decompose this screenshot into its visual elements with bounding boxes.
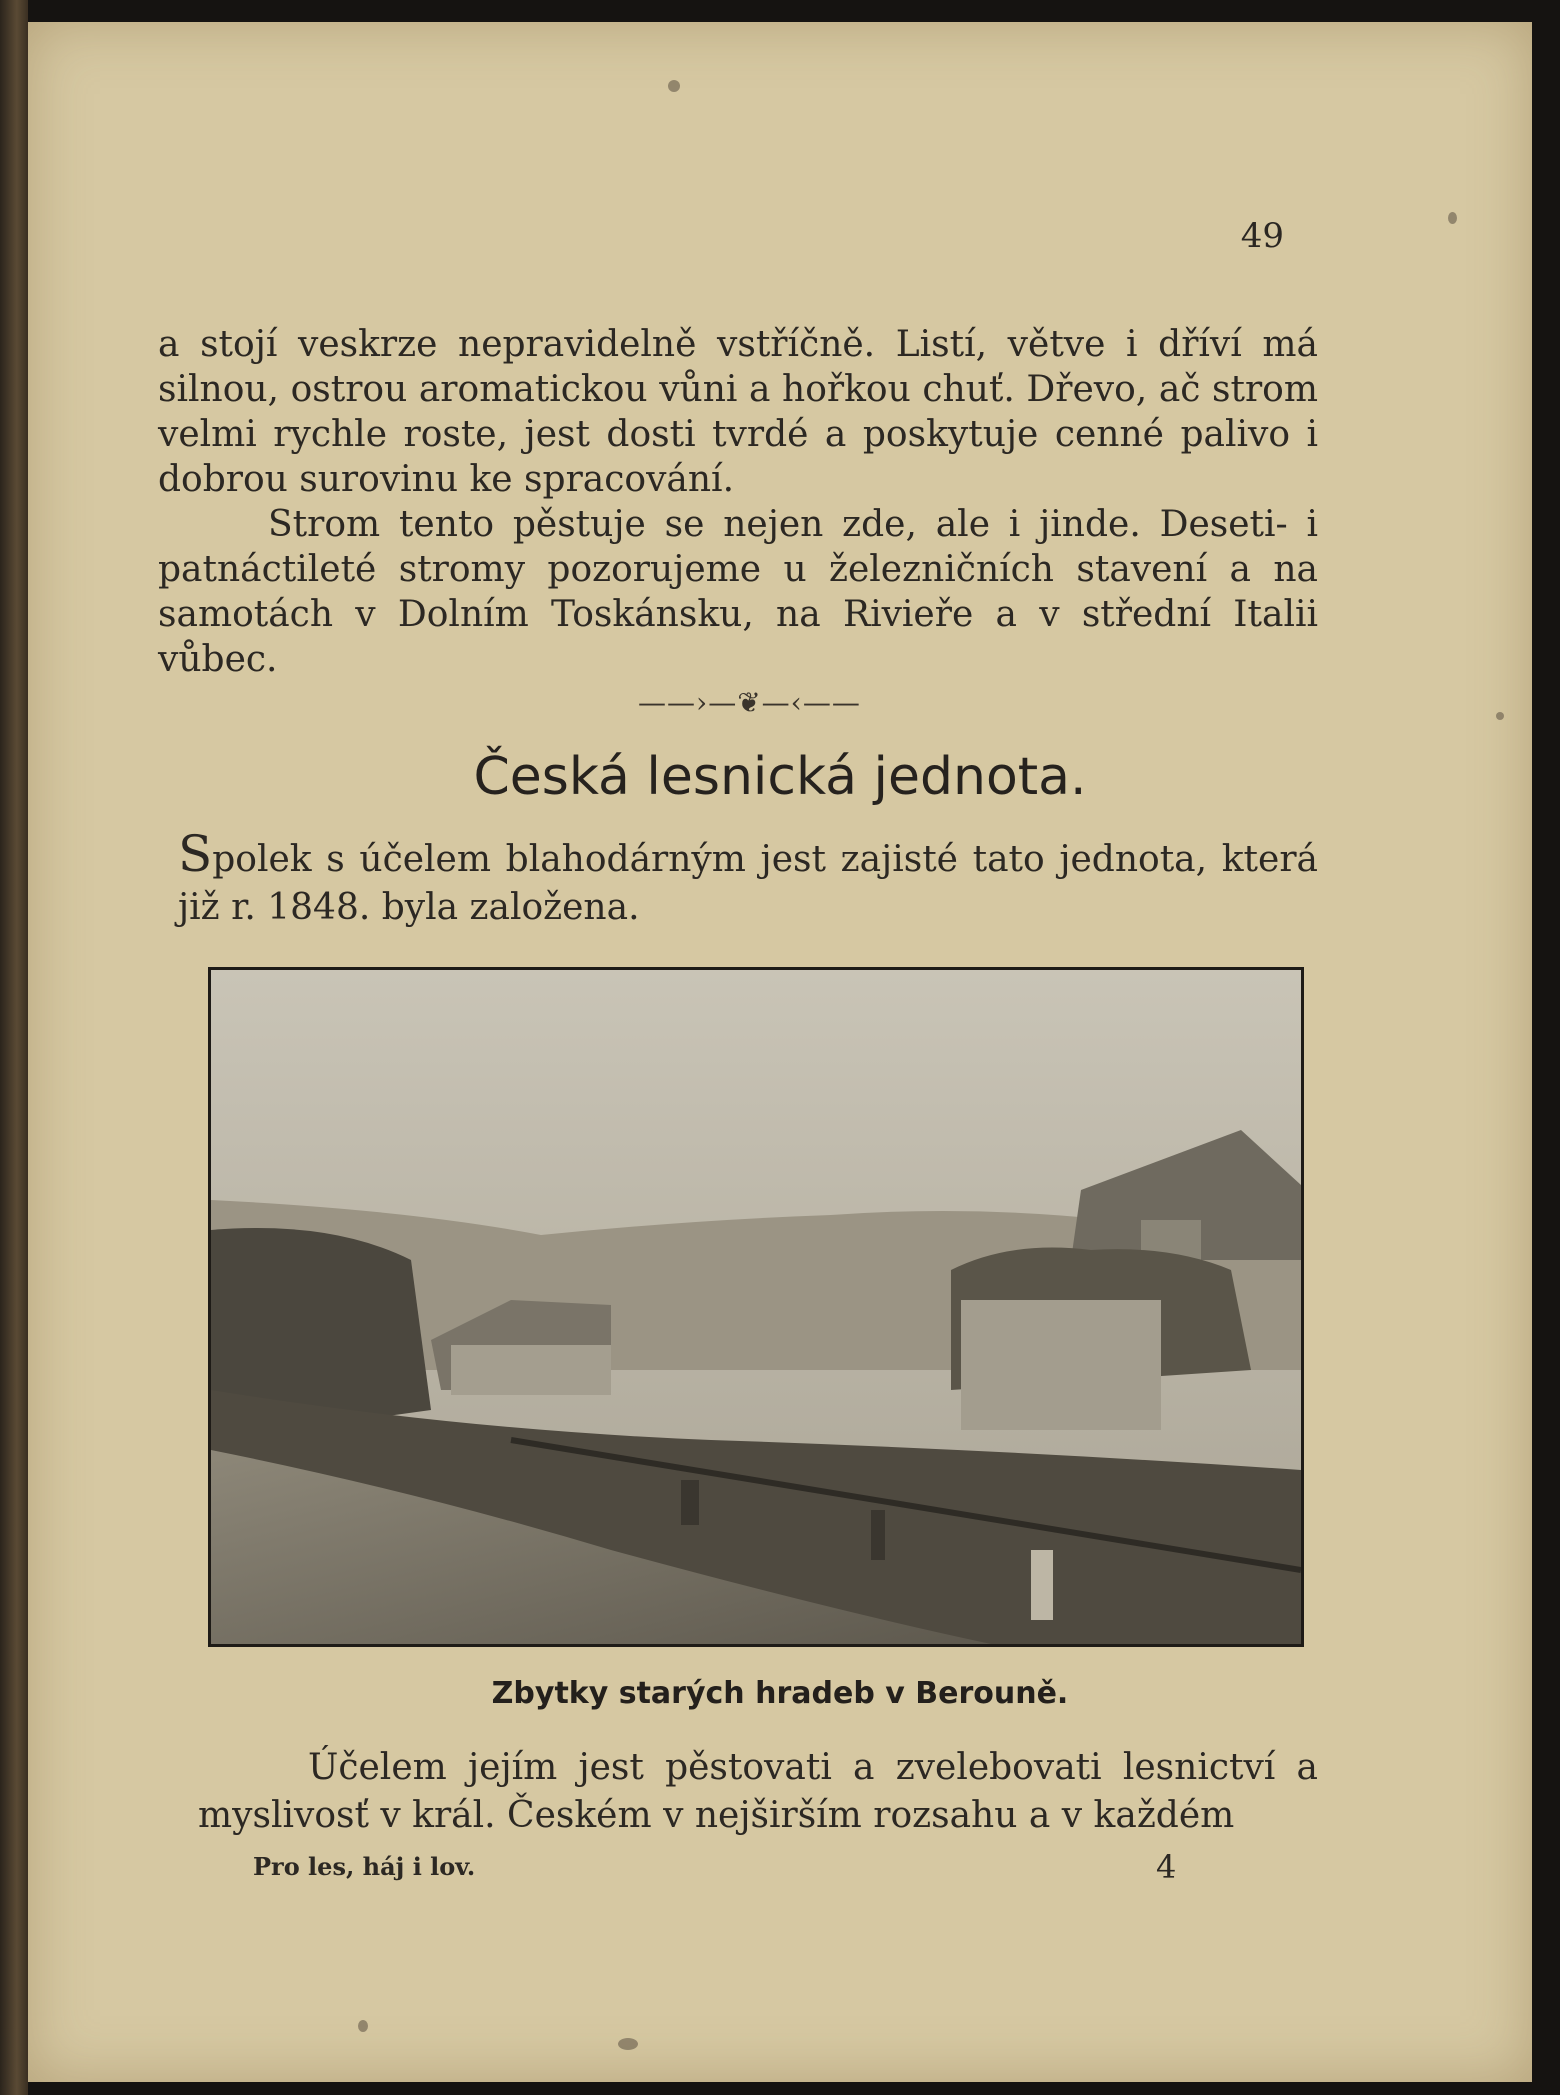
photograph <box>208 967 1304 1647</box>
paragraph: Strom tento pěstuje se nejen zde, ale i jinde. Deseti- i patnáctileté stromy pozorujeme u železničních stavení a na samotách v Dolním Toskánsku, na Rivieře a v střední Italii vůbec. <box>158 504 1318 680</box>
paragraph: a stojí veskrze nepravidelně vstříčně. Listí, větve i dříví má silnou, ostrou aromatickou vůni a hořkou chuť. Dřevo, ač strom velmi rychle roste, jest dosti tvrdé a poskytuje cenné palivo i dobrou surovinu ke spracování. <box>158 324 1318 500</box>
ornament-divider: ——›—❦—‹—— <box>638 686 861 719</box>
paper-spot <box>668 80 680 92</box>
signature-mark: Pro les, háj i lov. <box>253 1852 476 1881</box>
photo-illustration <box>211 970 1301 1644</box>
sheet-number: 4 <box>1156 1848 1177 1886</box>
photo-caption: Zbytky starých hradeb v Berouně. <box>491 1676 1069 1711</box>
page-number: 49 <box>1240 216 1284 256</box>
book-binding <box>0 0 28 2095</box>
paper-spot <box>358 2020 368 2032</box>
closing-paragraph: Účelem jejím jest pěstovati a zvelebovati lesnictví a myslivosť v král. Českém v nejširším rozsahu a v každém <box>198 1747 1318 1836</box>
paper-spot <box>1496 712 1504 720</box>
drop-cap: S <box>178 825 213 883</box>
paper-spot <box>618 2038 638 2050</box>
text-block <box>158 322 1318 682</box>
intro-text: polek s účelem blahodárným jest zajisté tato jednota, která již r. 1848. byla založena. <box>178 839 1318 928</box>
paper-spot <box>1448 212 1457 224</box>
intro-paragraph <box>178 825 1318 932</box>
book-page <box>28 22 1532 2082</box>
section-title: Česká lesnická jednota. <box>473 747 1087 807</box>
